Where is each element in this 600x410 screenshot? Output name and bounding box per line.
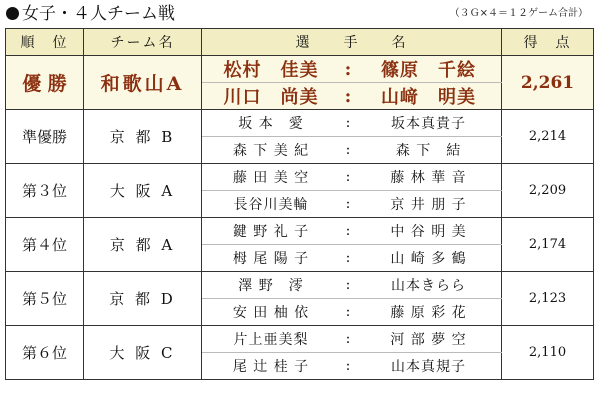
player-name: 澤 野 澪 <box>238 278 304 294</box>
header-row <box>6 29 594 56</box>
name-separator: : <box>345 223 351 239</box>
player-name: 長谷川美輪 <box>233 197 309 213</box>
players-cell <box>202 218 502 245</box>
player-name: 栂 尾 陽 子 <box>232 251 310 267</box>
player-name: 京 井 朋 子 <box>390 197 467 213</box>
players-cell <box>202 191 502 218</box>
team-cell: 京 都 A <box>84 218 202 272</box>
players-cell <box>202 56 502 83</box>
score-cell: 2,214 <box>502 110 594 164</box>
scoring-note: （３Ｇ×４＝１２ゲーム合計） <box>449 8 588 19</box>
name-separator: : <box>345 277 351 293</box>
table-row <box>6 272 594 299</box>
player-name: 山 崎 多 鶴 <box>390 251 467 267</box>
players-cell <box>202 272 502 299</box>
name-separator: : <box>345 250 351 266</box>
rank-cell: 第３位 <box>6 164 84 218</box>
score-cell: 2,174 <box>502 218 594 272</box>
header-score: 得 点 <box>502 29 594 56</box>
table-row <box>6 218 594 245</box>
player-name: 篠原 千絵 <box>381 60 476 81</box>
player-name: 山本きらら <box>391 278 466 294</box>
player-name: 松村 佳美 <box>223 60 319 81</box>
player-name: 河 部 夢 空 <box>390 332 467 348</box>
rank-cell: 第６位 <box>6 326 84 380</box>
name-separator: : <box>344 58 352 80</box>
rank-cell: 第４位 <box>6 218 84 272</box>
score-cell: 2,209 <box>502 164 594 218</box>
team-cell: 大 阪 A <box>84 164 202 218</box>
header-rank: 順 位 <box>6 29 84 56</box>
players-cell <box>202 326 502 353</box>
name-separator: : <box>345 115 351 131</box>
players-cell <box>202 137 502 164</box>
team-cell: 大 阪 C <box>84 326 202 380</box>
table-row <box>6 110 594 137</box>
player-name: 森 下 美 紀 <box>232 143 310 159</box>
player-name: 中 谷 明 美 <box>390 224 467 240</box>
rank-cell: 優 勝 <box>6 56 84 110</box>
players-cell <box>202 110 502 137</box>
player-name: 山﨑 明美 <box>381 87 476 108</box>
name-separator: : <box>345 169 351 185</box>
player-name: 鍵 野 礼 子 <box>232 224 310 240</box>
name-separator: : <box>345 358 351 374</box>
table-row <box>6 56 594 83</box>
name-separator: : <box>344 85 352 107</box>
players-cell <box>202 353 502 380</box>
name-separator: : <box>345 304 351 320</box>
score-cell: 2,261 <box>502 56 594 110</box>
score-cell: 2,110 <box>502 326 594 380</box>
rank-cell: 第５位 <box>6 272 84 326</box>
team-cell: 和歌山A <box>84 56 202 110</box>
header-players: 選 手 名 <box>202 29 502 56</box>
bullet-dot-icon <box>6 7 19 20</box>
player-name: 山本真規子 <box>391 359 466 375</box>
player-name: 川口 尚美 <box>223 87 319 108</box>
player-name: 森 下 結 <box>395 143 462 159</box>
results-table <box>5 28 594 380</box>
player-name: 藤 田 美 空 <box>232 170 310 186</box>
name-separator: : <box>345 142 351 158</box>
player-name: 安 田 柚 依 <box>232 305 310 321</box>
table-row <box>6 164 594 191</box>
score-cell: 2,123 <box>502 272 594 326</box>
team-cell: 京 都 D <box>84 272 202 326</box>
name-separator: : <box>345 331 351 347</box>
players-cell <box>202 83 502 110</box>
name-separator: : <box>345 196 351 212</box>
page-title <box>6 2 175 26</box>
rank-cell: 準優勝 <box>6 110 84 164</box>
title-text: 女子・４人チーム戦 <box>22 4 175 24</box>
header-team: チーム名 <box>84 29 202 56</box>
player-name: 坂 本 愛 <box>238 116 304 132</box>
table-row <box>6 326 594 353</box>
player-name: 坂本真貴子 <box>391 116 466 132</box>
player-name: 尾 辻 桂 子 <box>232 359 310 375</box>
players-cell <box>202 245 502 272</box>
results-body <box>6 56 594 380</box>
team-cell: 京 都 B <box>84 110 202 164</box>
players-cell <box>202 164 502 191</box>
players-cell <box>202 299 502 326</box>
player-name: 片上亜美梨 <box>233 332 309 348</box>
player-name: 藤 林 華 音 <box>390 170 467 186</box>
player-name: 藤 原 彩 花 <box>390 305 467 321</box>
